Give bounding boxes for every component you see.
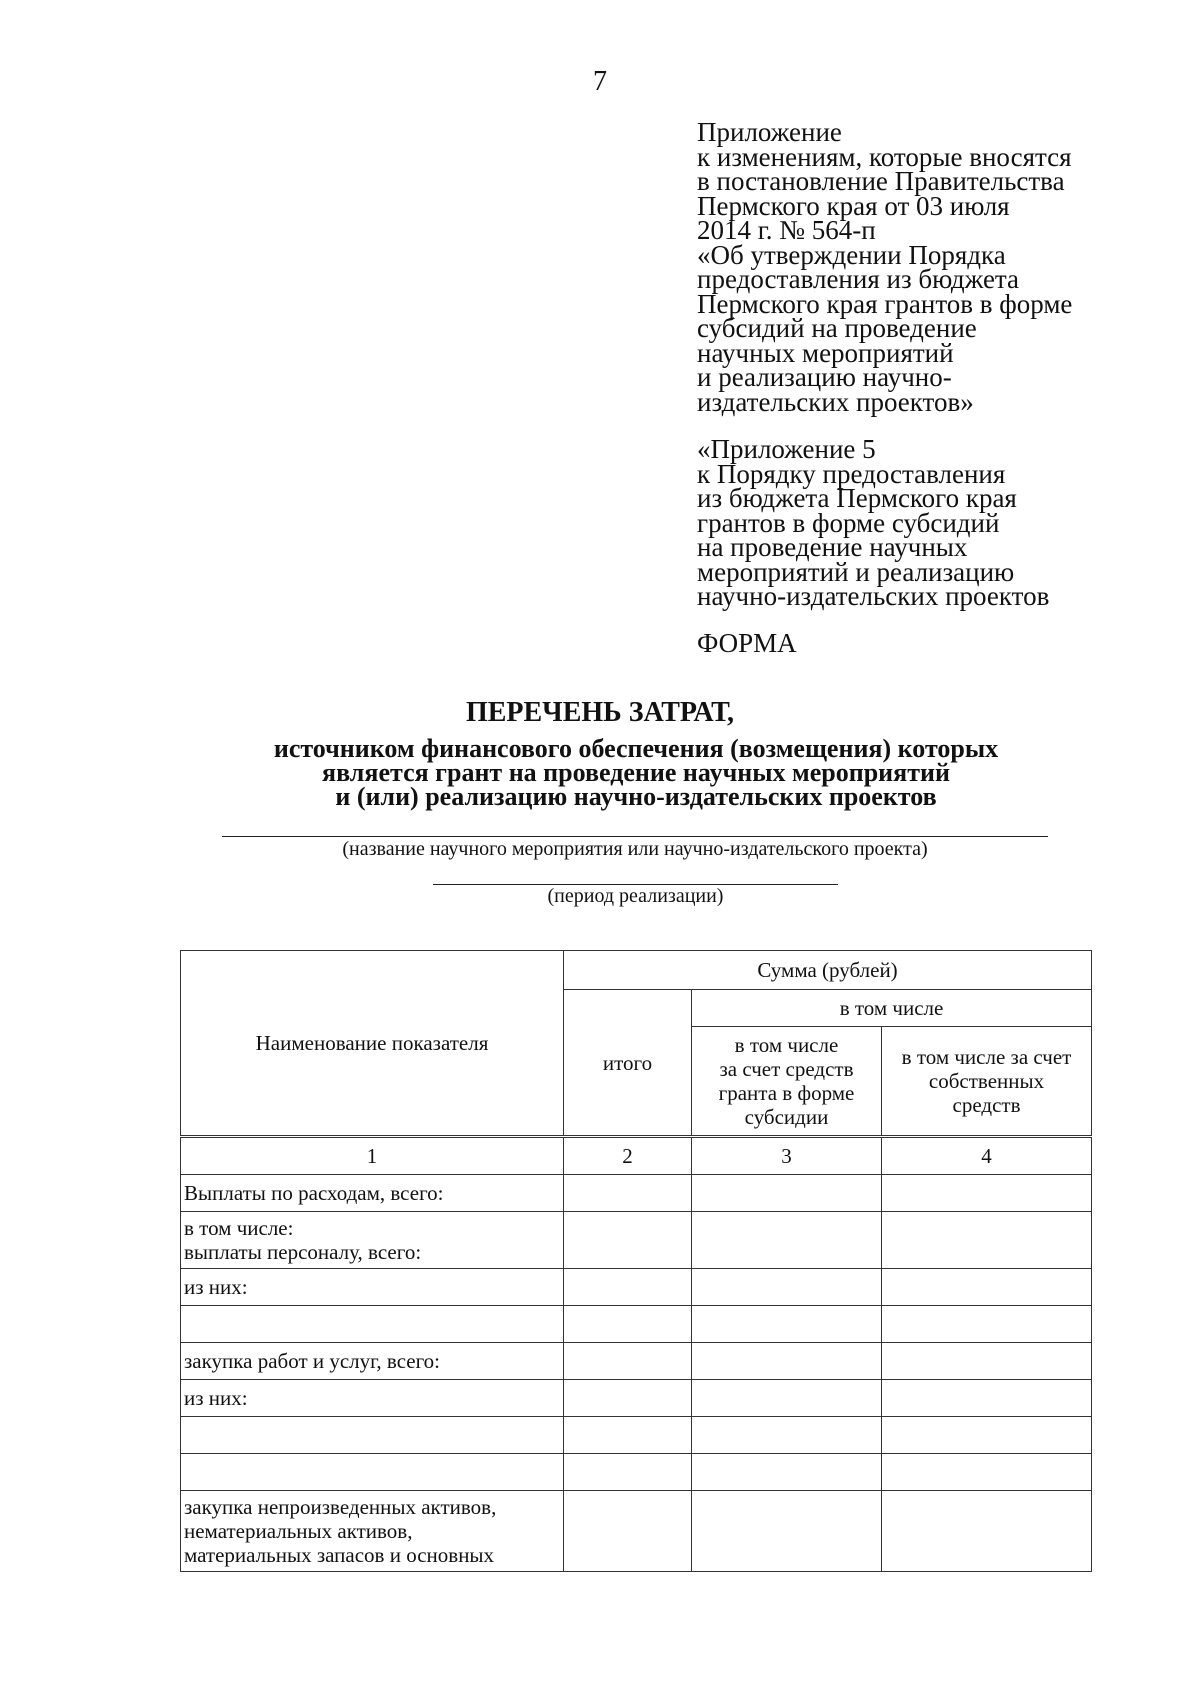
header-own-line: в том числе за счет [901,1045,1072,1069]
total-cell[interactable] [564,1269,692,1306]
subtitle-line: источником финансового обеспечения (возмещения) которых [273,734,999,763]
column-number-row [181,1137,1092,1175]
row-label-line: закупка непроизведенных активов, [184,1495,497,1519]
header-own-line: собственных [928,1069,1045,1093]
annex5-header [697,434,1177,611]
table-row [181,1269,1092,1306]
total-cell[interactable] [564,1491,692,1572]
own-funds-cell[interactable] [882,1306,1092,1343]
annex5-line: из бюджета Пермского края [697,483,1017,513]
annex-line: предоставления из бюджета [697,264,1020,294]
grant-cell[interactable] [692,1491,882,1572]
row-label-line: закупка работ и услуг, всего: [184,1349,441,1373]
table-row [181,1417,1092,1454]
table-row [181,1306,1092,1343]
page-number: 7 [593,66,607,97]
grant-cell[interactable] [692,1269,882,1306]
annex-line: к изменениям, которые вносятся [697,141,1072,172]
document-title: ПЕРЕЧЕНЬ ЗАТРАТ, [465,697,735,728]
total-cell[interactable] [564,1306,692,1343]
annex5-line: мероприятий и реализацию [697,556,1015,587]
column-number: 2 [564,1137,692,1175]
column-number: 4 [882,1137,1092,1175]
row-label-line: в том числе: [184,1216,294,1240]
header-grant-line: в том числе [734,1033,839,1057]
project-name-line [222,836,1048,837]
grant-cell[interactable] [692,1343,882,1380]
own-funds-cell[interactable] [882,1380,1092,1417]
annex5-line: к Порядку предоставления [697,458,1006,489]
row-label [181,1380,564,1417]
table-row [181,1175,1092,1212]
grant-cell[interactable] [692,1454,882,1491]
annex-line: издательских проектов» [697,386,974,417]
column-number: 3 [692,1137,882,1175]
row-label [181,1491,564,1572]
subtitle-line: и (или) реализацию научно-издательских проектов [335,782,937,811]
header-grant-line: гранта в форме [718,1081,855,1105]
total-cell[interactable] [564,1212,692,1269]
header-grant-line: за счет средств [719,1057,854,1081]
cost-table [180,950,1092,1572]
row-label [181,1212,564,1269]
row-label [181,1417,564,1454]
row-label-line: из них: [184,1386,248,1410]
grant-cell[interactable] [692,1175,882,1212]
annex-line: Пермского края грантов в форме [697,288,1073,319]
row-label-line: выплаты персоналу, всего: [184,1240,422,1264]
annex-line: в постановление Правительства [697,166,1065,196]
own-funds-cell[interactable] [882,1269,1092,1306]
annex-line: «Об утверждении Порядка [697,239,1006,270]
own-funds-cell[interactable] [882,1491,1092,1572]
total-cell[interactable] [564,1380,692,1417]
grant-cell[interactable] [692,1306,882,1343]
header-total: итого [564,990,692,1137]
form-label: ФОРМА [697,628,797,658]
table-row [181,1343,1092,1380]
project-name-caption: (название научного мероприятия или научно-издательского проекта) [342,838,928,860]
annex-line: Пермского края от 03 июля [697,190,1010,221]
total-cell[interactable] [564,1417,692,1454]
table-row [181,1491,1092,1572]
header-including: в том числе [692,990,1092,1027]
own-funds-cell[interactable] [882,1175,1092,1212]
header-own [882,1027,1092,1137]
header-grant-line: субсидии [744,1105,829,1129]
row-label [181,1343,564,1380]
document-subtitle [0,734,1200,811]
table-header-row [181,951,1092,990]
annex-line: и реализацию научно- [697,362,952,392]
annex5-line: грантов в форме субсидий [697,507,1000,538]
table-row [181,1454,1092,1491]
annex-line: 2014 г. № 564-п [697,215,876,245]
row-label [181,1269,564,1306]
own-funds-cell[interactable] [882,1417,1092,1454]
header-grant [692,1027,882,1137]
subtitle-line: является грант на проведение научных мероприятий [322,758,950,787]
annex-line: научных мероприятий [697,337,954,368]
row-label-line: нематериальных активов, [184,1519,413,1543]
own-funds-cell[interactable] [882,1343,1092,1380]
row-label-line: материальных запасов и основных [184,1543,495,1567]
total-cell[interactable] [564,1343,692,1380]
header-sum: Сумма (рублей) [564,951,1092,990]
grant-cell[interactable] [692,1380,882,1417]
header-own-line: средств [952,1093,1021,1117]
annex5-line: на проведение научных [697,532,968,562]
column-number: 1 [181,1137,564,1175]
grant-cell[interactable] [692,1212,882,1269]
grant-cell[interactable] [692,1417,882,1454]
row-label [181,1454,564,1491]
row-label [181,1306,564,1343]
annex-line: Приложение [697,117,842,147]
own-funds-cell[interactable] [882,1212,1092,1269]
row-label [181,1175,564,1212]
table-row [181,1212,1092,1269]
period-caption: (период реализации) [547,885,724,907]
header-indicator: Наименование показателя [181,951,564,1137]
annex-header [697,117,1177,417]
annex-line: субсидий на проведение [697,313,977,343]
total-cell[interactable] [564,1454,692,1491]
annex5-line: «Приложение 5 [697,434,876,464]
table-row [181,1380,1092,1417]
total-cell[interactable] [564,1175,692,1212]
annex5-line: научно-издательских проектов [697,581,1050,611]
own-funds-cell[interactable] [882,1454,1092,1491]
row-label-line: Выплаты по расходам, всего: [184,1181,444,1205]
row-label-line: из них: [184,1275,248,1299]
